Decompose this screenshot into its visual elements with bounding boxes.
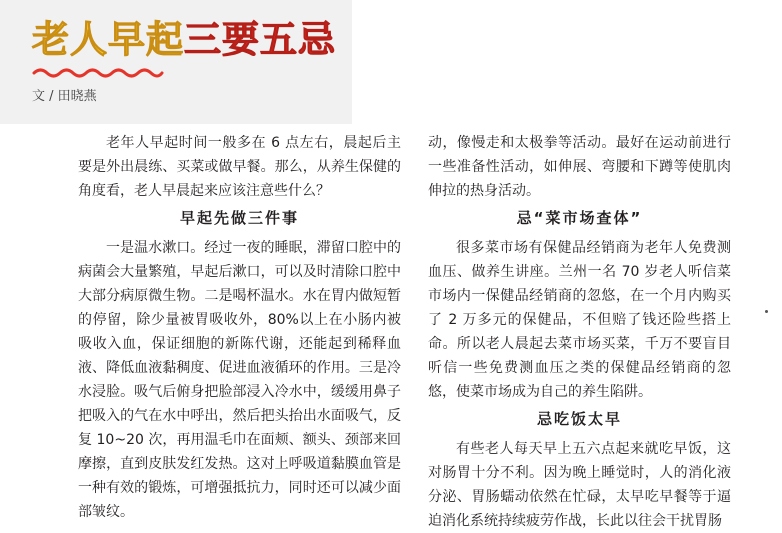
intro-paragraph: 老年人早起时间一般多在 6 点左右，晨起后主要是外出晨练、买菜或做早餐。那么，从养生保健的角度看，老人早晨起来应该注意些什么？ xyxy=(78,135,401,199)
market-checkup-paragraph: 很多菜市场有保健品经销商为老年人免费测血压、做养生讲座。兰州一名 70 岁老人听信菜市场内一保健品经销商的忽悠，在一个月内购买了 2 万多元的保健品，不但赔了钱还险些搭上命。所以老人晨起去菜市场买菜，千万不要盲目听信一些免费测血压之类的保健品经销商的忽悠，使菜市场成为自己的养生陷阱。 xyxy=(428,240,731,400)
title-panel xyxy=(0,0,352,124)
wavy-underline-decoration xyxy=(32,66,164,80)
left-column xyxy=(78,131,401,524)
continued-paragraph: 动，像慢走和太极拳等活动。最好在运动前进行一些准备性活动，如伸展、弯腰和下蹲等使肌肉伸拉的热身活动。 xyxy=(428,135,731,199)
article-title xyxy=(32,10,336,70)
right-column xyxy=(428,131,731,533)
section-heading-eating-early: 忌吃饭太早 xyxy=(536,410,622,428)
title-part-yellow: 老人早起 xyxy=(32,18,184,61)
author-byline: 文 / 田晓燕 xyxy=(32,89,97,104)
eating-early-paragraph: 有些老人每天早上五六点起来就吃早饭，这对肠胃十分不利。因为晚上睡觉时，人的消化液分泌、胃肠蠕动依然在忙碌，太早吃早餐等于逼迫消化系统持续疲劳作战，长此以往会干扰胃肠 xyxy=(428,441,731,529)
scan-speck xyxy=(765,310,768,313)
title-part-red: 三要五忌 xyxy=(184,18,336,61)
section-heading-market-checkup: 忌“菜市场查体” xyxy=(516,209,643,227)
morning-tasks-paragraph: 一是温水漱口。经过一夜的睡眠，滞留口腔中的病菌会大量繁殖，早起后漱口，可以及时清除口腔中大部分病原微生物。二是喝杯温水。水在胃内做短暂的停留，除少量被胃吸收外，80%以上在小肠内被吸收入血，保证细胞的新陈代谢，还能起到稀释血液、降低血液黏稠度、促进血液循环的作用。三是冷水浸脸。吸气后俯身把脸部浸入冷水中，缓缓用鼻子把吸入的气在水中呼出，然后把头抬出水面吸气，反复 10~20 次，再用温毛巾在面颊、额头、颈部来回摩擦，直到皮肤发红发热。这对上呼吸道黏膜血管是一种有效的锻炼，可增强抵抗力，同时还可以减少面部皱纹。 xyxy=(78,240,401,520)
section-heading-morning-tasks: 早起先做三件事 xyxy=(179,209,299,227)
